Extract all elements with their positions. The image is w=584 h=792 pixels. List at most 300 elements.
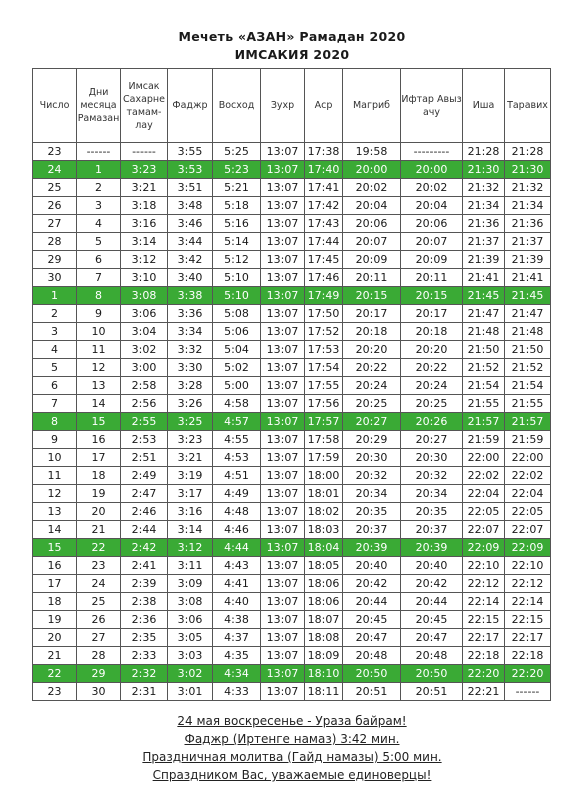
table-cell: 2:56 <box>121 395 168 413</box>
table-cell: 21 <box>77 521 121 539</box>
table-cell: 21:36 <box>463 215 505 233</box>
table-cell: 24 <box>77 575 121 593</box>
page-title: Мечеть «АЗАН» Рамадан 2020 <box>178 29 406 44</box>
table-cell: 7 <box>33 395 77 413</box>
table-cell: 21:39 <box>505 251 551 269</box>
table-cell: 11 <box>77 341 121 359</box>
table-cell: 4:49 <box>213 485 261 503</box>
table-cell: 20:50 <box>343 665 401 683</box>
table-cell: 18:02 <box>305 503 343 521</box>
table-cell: 20:06 <box>343 215 401 233</box>
table-cell: 3:12 <box>121 251 168 269</box>
table-row <box>33 395 551 413</box>
table-row <box>33 179 551 197</box>
table-cell: 13:07 <box>261 413 305 431</box>
table-cell: 3:34 <box>168 323 213 341</box>
table-cell: 8 <box>77 287 121 305</box>
table-cell: 2:33 <box>121 647 168 665</box>
table-row-highlighted <box>33 287 551 305</box>
table-cell: 13:07 <box>261 341 305 359</box>
table-cell: 21:54 <box>463 377 505 395</box>
table-cell: 18:00 <box>305 467 343 485</box>
table-cell: 5:16 <box>213 215 261 233</box>
table-cell: 13:07 <box>261 647 305 665</box>
table-cell: 21:28 <box>505 143 551 161</box>
table-row <box>33 233 551 251</box>
table-cell: 5 <box>77 233 121 251</box>
table-cell: 13:07 <box>261 683 305 701</box>
table-cell: 17 <box>33 575 77 593</box>
table-cell: 13:07 <box>261 485 305 503</box>
table-cell: 12 <box>33 485 77 503</box>
table-cell: 5:12 <box>213 251 261 269</box>
header-cell: Аср <box>305 69 343 143</box>
table-cell: --------- <box>401 143 463 161</box>
table-cell: 4:33 <box>213 683 261 701</box>
table-cell: 3:32 <box>168 341 213 359</box>
table-cell: 13:07 <box>261 323 305 341</box>
table-cell: 2:32 <box>121 665 168 683</box>
table-cell: 22:07 <box>463 521 505 539</box>
table-cell: 22:07 <box>505 521 551 539</box>
table-row-highlighted <box>33 665 551 683</box>
table-cell: 5:02 <box>213 359 261 377</box>
table-cell: 20:17 <box>401 305 463 323</box>
table-cell: 20:15 <box>401 287 463 305</box>
table-cell: 3:06 <box>121 305 168 323</box>
table-cell: 2:38 <box>121 593 168 611</box>
table-cell: 22:17 <box>505 629 551 647</box>
footer-prayer-note: Праздничная молитва (Гайд намазы) 5:00 мин. <box>142 750 442 764</box>
table-cell: 3:04 <box>121 323 168 341</box>
table-cell: 21:57 <box>505 413 551 431</box>
table-cell: 13:07 <box>261 611 305 629</box>
table-cell: 26 <box>77 611 121 629</box>
table-cell: 21:48 <box>463 323 505 341</box>
table-cell: 20:51 <box>343 683 401 701</box>
table-cell: 3:55 <box>168 143 213 161</box>
table-cell: 22:05 <box>463 503 505 521</box>
table-cell: 2:39 <box>121 575 168 593</box>
table-cell: 20:24 <box>343 377 401 395</box>
table-cell: 2:51 <box>121 449 168 467</box>
table-cell: 13:07 <box>261 539 305 557</box>
table-cell: ------ <box>77 143 121 161</box>
table-cell: 3:18 <box>121 197 168 215</box>
table-cell: 21:50 <box>505 341 551 359</box>
table-cell: 13 <box>33 503 77 521</box>
header-cell: Магриб <box>343 69 401 143</box>
table-cell: 18 <box>77 467 121 485</box>
table-cell: 21:45 <box>505 287 551 305</box>
table-cell: 24 <box>33 161 77 179</box>
table-cell: 20:15 <box>343 287 401 305</box>
table-row <box>33 593 551 611</box>
table-row-highlighted <box>33 539 551 557</box>
table-cell: 9 <box>77 305 121 323</box>
table-cell: 20:20 <box>401 341 463 359</box>
table-cell: 18:07 <box>305 611 343 629</box>
table-cell: 20:45 <box>401 611 463 629</box>
table-row <box>33 683 551 701</box>
table-cell: 20:27 <box>401 431 463 449</box>
table-row <box>33 557 551 575</box>
table-cell: 4:37 <box>213 629 261 647</box>
page-subtitle: ИМСАКИЯ 2020 <box>234 47 350 62</box>
table-cell: 4:44 <box>213 539 261 557</box>
table-cell: 18:04 <box>305 539 343 557</box>
table-cell: 3:44 <box>168 233 213 251</box>
table-cell: 21:30 <box>463 161 505 179</box>
table-cell: 3:40 <box>168 269 213 287</box>
table-cell: 20:25 <box>401 395 463 413</box>
table-cell: 20:04 <box>401 197 463 215</box>
table-cell: 2:53 <box>121 431 168 449</box>
table-cell: 13:07 <box>261 665 305 683</box>
table-cell: 3:06 <box>168 611 213 629</box>
table-cell: 3:23 <box>121 161 168 179</box>
table-cell: 3:14 <box>168 521 213 539</box>
table-row <box>33 503 551 521</box>
table-cell: 17 <box>77 449 121 467</box>
table-cell: 4:35 <box>213 647 261 665</box>
table-cell: 20:39 <box>401 539 463 557</box>
table-cell: 3:30 <box>168 359 213 377</box>
table-cell: 20:07 <box>343 233 401 251</box>
table-cell: 3:16 <box>121 215 168 233</box>
table-cell: 4:55 <box>213 431 261 449</box>
table-cell: 17:59 <box>305 449 343 467</box>
table-cell: 20:37 <box>401 521 463 539</box>
table-cell: 13:07 <box>261 377 305 395</box>
table-cell: 5:04 <box>213 341 261 359</box>
table-cell: 20:25 <box>343 395 401 413</box>
table-cell: 4:48 <box>213 503 261 521</box>
table-cell: 2:36 <box>121 611 168 629</box>
table-cell: 20:35 <box>401 503 463 521</box>
table-cell: 18:01 <box>305 485 343 503</box>
table-cell: 22:12 <box>463 575 505 593</box>
table-cell: 20:22 <box>343 359 401 377</box>
table-cell: 16 <box>33 557 77 575</box>
table-cell: 18:03 <box>305 521 343 539</box>
table-cell: 22:21 <box>463 683 505 701</box>
table-cell: 22:17 <box>463 629 505 647</box>
table-cell: 22:12 <box>505 575 551 593</box>
table-cell: 4 <box>33 341 77 359</box>
table-cell: 13:07 <box>261 521 305 539</box>
table-cell: 20:30 <box>401 449 463 467</box>
table-cell: 21:52 <box>505 359 551 377</box>
table-cell: 22 <box>77 539 121 557</box>
table-cell: 21:32 <box>505 179 551 197</box>
table-cell: 22:20 <box>505 665 551 683</box>
table-row <box>33 305 551 323</box>
table-cell: 20:47 <box>401 629 463 647</box>
table-cell: 17:49 <box>305 287 343 305</box>
header-cell: Фаджр <box>168 69 213 143</box>
table-cell: 25 <box>33 179 77 197</box>
table-cell: 2:49 <box>121 467 168 485</box>
table-cell: 3:28 <box>168 377 213 395</box>
table-cell: 17:58 <box>305 431 343 449</box>
table-cell: 3:01 <box>168 683 213 701</box>
header-cell: Зухр <box>261 69 305 143</box>
table-cell: 3:21 <box>168 449 213 467</box>
table-cell: 4:38 <box>213 611 261 629</box>
table-cell: 20:18 <box>401 323 463 341</box>
table-cell: 17:45 <box>305 251 343 269</box>
table-cell: 17:38 <box>305 143 343 161</box>
table-cell: 22:02 <box>463 467 505 485</box>
table-cell: 20:32 <box>401 467 463 485</box>
table-cell: 3:05 <box>168 629 213 647</box>
table-cell: 6 <box>77 251 121 269</box>
table-cell: 20:24 <box>401 377 463 395</box>
table-cell: 23 <box>33 143 77 161</box>
table-cell: 17:43 <box>305 215 343 233</box>
table-cell: 19 <box>33 611 77 629</box>
table-cell: 22:18 <box>505 647 551 665</box>
table-cell: 20:44 <box>343 593 401 611</box>
table-cell: 21:47 <box>463 305 505 323</box>
table-cell: 20:40 <box>401 557 463 575</box>
table-cell: 20:30 <box>343 449 401 467</box>
table-cell: 3:12 <box>168 539 213 557</box>
table-cell: 21:52 <box>463 359 505 377</box>
table-cell: 21:39 <box>463 251 505 269</box>
table-cell: 22:00 <box>505 449 551 467</box>
table-cell: 22:18 <box>463 647 505 665</box>
table-row <box>33 251 551 269</box>
table-cell: 20:48 <box>401 647 463 665</box>
table-cell: 14 <box>77 395 121 413</box>
table-cell: 21:59 <box>463 431 505 449</box>
table-cell: 21:34 <box>463 197 505 215</box>
table-cell: 6 <box>33 377 77 395</box>
table-cell: 26 <box>33 197 77 215</box>
table-cell: 13:07 <box>261 197 305 215</box>
table-row <box>33 629 551 647</box>
table-cell: 17:41 <box>305 179 343 197</box>
header-cell: Восход <box>213 69 261 143</box>
table-row <box>33 647 551 665</box>
table-cell: 13:07 <box>261 269 305 287</box>
table-cell: 2 <box>77 179 121 197</box>
table-cell: 13:07 <box>261 557 305 575</box>
table-cell: 22:14 <box>463 593 505 611</box>
table-cell: 17:55 <box>305 377 343 395</box>
table-cell: 2:44 <box>121 521 168 539</box>
table-cell: 13:07 <box>261 503 305 521</box>
table-cell: 3:46 <box>168 215 213 233</box>
table-cell: 2 <box>33 305 77 323</box>
table-cell: 5:23 <box>213 161 261 179</box>
table-cell: 3:21 <box>121 179 168 197</box>
table-cell: 21:50 <box>463 341 505 359</box>
table-cell: 21:55 <box>463 395 505 413</box>
table-row <box>33 575 551 593</box>
table-cell: 20:02 <box>401 179 463 197</box>
table-cell: 14 <box>33 521 77 539</box>
table-cell: 21:59 <box>505 431 551 449</box>
table-cell: 20:47 <box>343 629 401 647</box>
table-cell: 2:35 <box>121 629 168 647</box>
table-cell: 20:42 <box>401 575 463 593</box>
table-cell: 20:06 <box>401 215 463 233</box>
header-cell: Иша <box>463 69 505 143</box>
table-cell: 20:07 <box>401 233 463 251</box>
table-cell: 21 <box>33 647 77 665</box>
table-cell: 20:37 <box>343 521 401 539</box>
table-cell: 4:53 <box>213 449 261 467</box>
table-cell: 28 <box>77 647 121 665</box>
table-row <box>33 143 551 161</box>
table-cell: 23 <box>77 557 121 575</box>
table-cell: 13:07 <box>261 233 305 251</box>
table-cell: 13:07 <box>261 305 305 323</box>
table-cell: 20 <box>33 629 77 647</box>
table-cell: 20:44 <box>401 593 463 611</box>
table-cell: 22:02 <box>505 467 551 485</box>
table-cell: 15 <box>33 539 77 557</box>
table-cell: 2:58 <box>121 377 168 395</box>
table-cell: 3:11 <box>168 557 213 575</box>
table-cell: 17:40 <box>305 161 343 179</box>
table-cell: 5 <box>33 359 77 377</box>
table-cell: 20:00 <box>343 161 401 179</box>
table-cell: 3:08 <box>121 287 168 305</box>
table-cell: 21:41 <box>505 269 551 287</box>
table-cell: 21:28 <box>463 143 505 161</box>
table-cell: 13:07 <box>261 179 305 197</box>
table-cell: 17:52 <box>305 323 343 341</box>
table-cell: 20:09 <box>401 251 463 269</box>
table-cell: 28 <box>33 233 77 251</box>
table-cell: 22:04 <box>505 485 551 503</box>
table-cell: 20:39 <box>343 539 401 557</box>
table-cell: 18:06 <box>305 575 343 593</box>
table-cell: 9 <box>33 431 77 449</box>
table-row <box>33 521 551 539</box>
table-cell: 20:00 <box>401 161 463 179</box>
table-cell: 22:20 <box>463 665 505 683</box>
table-cell: 10 <box>33 449 77 467</box>
table-cell: 29 <box>77 665 121 683</box>
table-cell: 3:10 <box>121 269 168 287</box>
table-cell: 13:07 <box>261 431 305 449</box>
footer-fajr-note: Фаджр (Иртенге намаз) 3:42 мин. <box>184 732 400 746</box>
table-cell: 13:07 <box>261 251 305 269</box>
table-cell: 22:09 <box>505 539 551 557</box>
table-cell: 20:17 <box>343 305 401 323</box>
table-cell: 22 <box>33 665 77 683</box>
header-cell: Имсак Сахарне тамам-лау <box>121 69 168 143</box>
table-cell: 5:18 <box>213 197 261 215</box>
table-cell: 22:09 <box>463 539 505 557</box>
table-cell: 1 <box>33 287 77 305</box>
table-cell: 3:26 <box>168 395 213 413</box>
table-cell: 5:21 <box>213 179 261 197</box>
table-cell: 2:31 <box>121 683 168 701</box>
table-cell: 4:41 <box>213 575 261 593</box>
table-cell: 3 <box>33 323 77 341</box>
table-cell: 16 <box>77 431 121 449</box>
table-cell: 22:15 <box>505 611 551 629</box>
table-cell: 21:45 <box>463 287 505 305</box>
table-row-highlighted <box>33 413 551 431</box>
table-cell: 20:32 <box>343 467 401 485</box>
footer-greeting: Спраздником Вас, уважаемые единоверцы! <box>152 768 432 782</box>
table-cell: 5:14 <box>213 233 261 251</box>
table-cell: 21:55 <box>505 395 551 413</box>
table-cell: 4 <box>77 215 121 233</box>
table-cell: 21:57 <box>463 413 505 431</box>
table-cell: 20:50 <box>401 665 463 683</box>
table-cell: 18:06 <box>305 593 343 611</box>
header-cell: Ифтар Авыз ачу <box>401 69 463 143</box>
table-row <box>33 377 551 395</box>
table-row <box>33 485 551 503</box>
table-row <box>33 449 551 467</box>
table-row <box>33 341 551 359</box>
table-cell: 21:30 <box>505 161 551 179</box>
table-cell: 3:02 <box>168 665 213 683</box>
table-cell: 2:47 <box>121 485 168 503</box>
header-cell: Дни месяца Рамазан <box>77 69 121 143</box>
header-row <box>33 69 551 143</box>
table-cell: 13:07 <box>261 359 305 377</box>
table-cell: 7 <box>77 269 121 287</box>
table-cell: 20:09 <box>343 251 401 269</box>
table-cell: 3:02 <box>121 341 168 359</box>
table-cell: 20:40 <box>343 557 401 575</box>
table-cell: 3:09 <box>168 575 213 593</box>
table-cell: 22:10 <box>463 557 505 575</box>
table-cell: 20:51 <box>401 683 463 701</box>
table-cell: 20:45 <box>343 611 401 629</box>
table-cell: 17:46 <box>305 269 343 287</box>
header-cell: Таравих <box>505 69 551 143</box>
table-cell: 20:34 <box>343 485 401 503</box>
table-cell: 17:54 <box>305 359 343 377</box>
table-cell: 20 <box>77 503 121 521</box>
table-cell: 3:51 <box>168 179 213 197</box>
table-cell: 22:14 <box>505 593 551 611</box>
table-cell: 5:25 <box>213 143 261 161</box>
table-cell: 3 <box>77 197 121 215</box>
table-cell: 20:35 <box>343 503 401 521</box>
table-cell: 18:10 <box>305 665 343 683</box>
table-cell: 21:37 <box>505 233 551 251</box>
table-cell: 5:10 <box>213 269 261 287</box>
table-cell: 22:15 <box>463 611 505 629</box>
table-cell: 4:58 <box>213 395 261 413</box>
table-cell: 20:26 <box>401 413 463 431</box>
table-cell: 21:32 <box>463 179 505 197</box>
table-cell: 15 <box>77 413 121 431</box>
table-cell: 4:46 <box>213 521 261 539</box>
table-cell: 4:40 <box>213 593 261 611</box>
table-cell: 17:50 <box>305 305 343 323</box>
table-cell: 5:10 <box>213 287 261 305</box>
table-cell: 22:04 <box>463 485 505 503</box>
table-cell: 20:34 <box>401 485 463 503</box>
table-cell: 13:07 <box>261 593 305 611</box>
table-cell: 3:53 <box>168 161 213 179</box>
table-cell: 22:00 <box>463 449 505 467</box>
table-cell: 20:27 <box>343 413 401 431</box>
